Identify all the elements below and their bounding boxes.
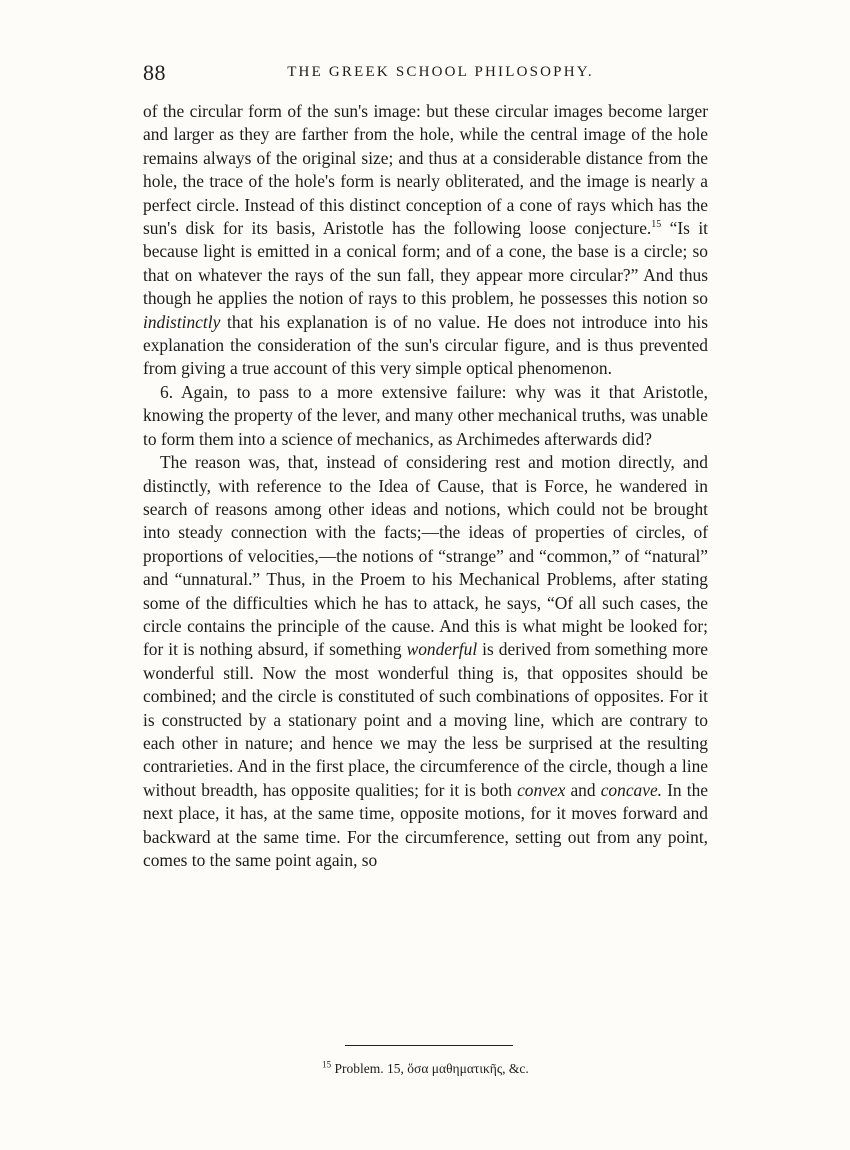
emphasis-wonderful: wonderful [406,639,478,660]
paragraph-3-text-2: is derived from something more wonderful still. Now the most wonderful thing is, that opposites should be combined; and the circle is constituted of such combinations of opposites. For it is constructed by a stationary point and a moving line, which are contrary to each other in nature; and hence we may the less be surprised at the resulting contrarieties. And in the first place, the circumference of the circle, though a line without breadth, has opposite qualities; for it is both [143,639,708,800]
emphasis-convex: convex [517,779,566,800]
paragraph-3-text-4: In the next place, it has, at the same time, opposite motions, for it moves forward and backward at the same time. For the circumference, setting out from any point, comes to the same point again, so [143,779,708,870]
paragraph-1-text-2: “Is it because light is emitted in a conical form; and of a cone, the base is a circle; so that on whatever the rays of the sun fall, they appear more circular?” And thus though he applies the notion of rays to this problem, he possesses this notion so [143,218,708,309]
paragraph-3 [143,451,708,872]
page-header [143,60,708,90]
footnote [143,1061,708,1077]
body-text [143,100,708,872]
paragraph-1-text-1: of the circular form of the sun's image: but these circular images become larger and larger as they are farther from the hole, while the central image of the hole remains always of the original size; and thus at a considerable distance from the hole, the trace of the hole's form is nearly obliterated, and the image is nearly a perfect circle. Instead of this distinct conception of a cone of rays which has the sun's disk for its basis, Aristotle has the following loose conjecture. [143,101,708,239]
footnote-divider [345,1045,513,1046]
footnote-number: 15 [322,1059,332,1070]
footnote-reference: 15 [651,219,662,231]
paragraph-3-text-3: and [565,779,601,800]
emphasis-indistinctly: indistinctly [143,311,221,332]
emphasis-concave: concave. [600,779,663,800]
page-number: 88 [143,60,166,85]
paragraph-1 [143,100,708,381]
paragraph-2: 6. Again, to pass to a more extensive failure: why was it that Aristotle, knowing the property of the lever, and many other mechanical truths, was unable to form them into a science of mechanics, as Archimedes afterwards did? [143,381,708,449]
footnote-text: Problem. 15, ὅσα μαθηματικῆς, &c. [331,1061,529,1076]
paragraph-1-text-3: that his explanation is of no value. He does not introduce into his explanation the consideration of the sun's circular figure, and is thus prevented from giving a true account of this very simple optical phenomenon. [143,311,708,379]
running-title: THE GREEK SCHOOL PHILOSOPHY. [287,64,594,80]
paragraph-3-text-1: The reason was, that, instead of considering rest and motion directly, and distinctly, with reference to the Idea of Cause, that is Force, he wandered in search of reasons among other ideas and notions, which could not be brought into steady connection with the facts;—the ideas of properties of circles, of proportions of velocities,—the notions of “strange” and “common,” of “natural” and “unnatural.” Thus, in the Proem to his Mechanical Problems, after stating some of the difficulties which he has to attack, he says, “Of all such cases, the circle contains the principle of the cause. And this is what might be looked for; for it is nothing absurd, if something [143,452,708,660]
